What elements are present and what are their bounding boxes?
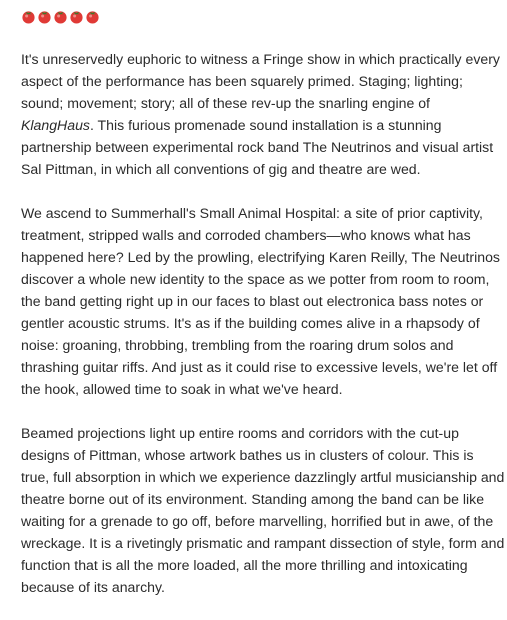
paragraph-text: Beamed projections light up entire rooms and corridors with the cut-up designs of Pittman, whose artwork bathes us in clusters of colour. This is true, full absorption in which we experience dazzlingly artful musicianship and theatre borne out of its environment. Standing among the band can be like waiting for a grenade to go off, before marvelling, horrified but in awe, of the wreckage. It is a rivetingly prismatic and rampant dissection of style, form and function that is all the more loaded, all the more thrilling and intoxicating because of its anarchy. (21, 425, 505, 595)
paragraph-text: We ascend to Summerhall's Small Animal Hospital: a site of prior captivity, treatment, stripped walls and corroded chambers—who knows what has happened here? Led by the prowling, electrifying Karen Reilly, The Neutrinos discover a whole new identity to the space as we potter from room to room, the band getting right up in our faces to blast out electronica bass notes or gentler acoustic strums. It's as if the building comes alive in a rhapsody of noise: groaning, throbbing, trembling from the roaring drum solos and thrashing guitar riffs. And just as it could rise to excessive levels, we're let off the hook, allowed time to soak in what we've heard. (21, 205, 500, 397)
paragraph-text: It's unreservedly euphoric to witness a Fringe show in which practically every aspect of the performance has been squarely primed. Staging; lighting; sound; movement; story; all of these rev-up the snarling engine of (21, 51, 500, 111)
review-paragraph-3 (21, 422, 505, 598)
review-body (21, 48, 505, 620)
show-title: KlangHaus (21, 117, 90, 133)
tomato-icon (21, 9, 36, 24)
review-paragraph-2 (21, 202, 505, 400)
rating-tomatoes (21, 9, 100, 27)
tomato-icon (37, 9, 52, 24)
tomato-icon (53, 9, 68, 24)
tomato-icon (69, 9, 84, 24)
paragraph-text: . This furious promenade sound installation is a stunning partnership between experimental rock band The Neutrinos and visual artist Sal Pittman, in which all conventions of gig and theatre are wed. (21, 117, 494, 177)
review-paragraph-1 (21, 48, 505, 180)
tomato-icon (85, 9, 100, 24)
